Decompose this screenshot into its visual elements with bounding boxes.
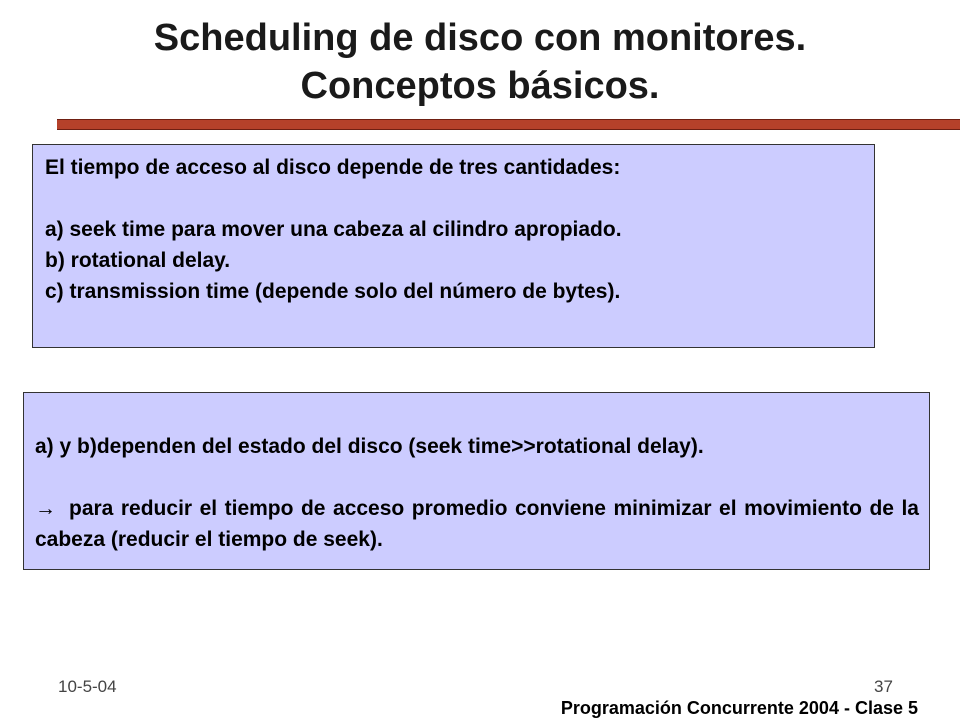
conclusion-box bbox=[23, 392, 930, 570]
item-seek-time: a) seek time para mover una cabeza al cilindro apropiado. bbox=[45, 218, 622, 241]
page-number: 37 bbox=[874, 677, 893, 696]
conclusion-paragraph bbox=[35, 493, 919, 555]
item-transmission-time: c) transmission time (depende solo del número de bytes). bbox=[45, 280, 621, 303]
item-rotational-delay: b) rotational delay. bbox=[45, 249, 231, 272]
slide-title-line-1: Scheduling de disco con monitores. bbox=[153, 17, 807, 59]
title-divider bbox=[57, 119, 960, 130]
dependency-statement: a) y b)dependen del estado del disco (seek time>>rotational delay). bbox=[35, 435, 704, 458]
footer-date: 10-5-04 bbox=[58, 677, 117, 696]
conclusion-text: para reducir el tiempo de acceso promedio conviene minimizar el movimiento de la cabeza (reducir el tiempo de seek). bbox=[35, 497, 919, 551]
slide-title-line-2: Conceptos básicos. bbox=[300, 65, 660, 107]
spacer bbox=[35, 462, 919, 493]
access-time-box bbox=[32, 144, 875, 348]
access-time-intro: El tiempo de acceso al disco depende de tres cantidades: bbox=[45, 156, 621, 179]
right-arrow-icon: → bbox=[35, 497, 56, 520]
slide-title bbox=[40, 14, 920, 110]
spacer bbox=[45, 183, 862, 214]
footer-course-title: Programación Concurrente 2004 - Clase 5 bbox=[560, 698, 918, 718]
